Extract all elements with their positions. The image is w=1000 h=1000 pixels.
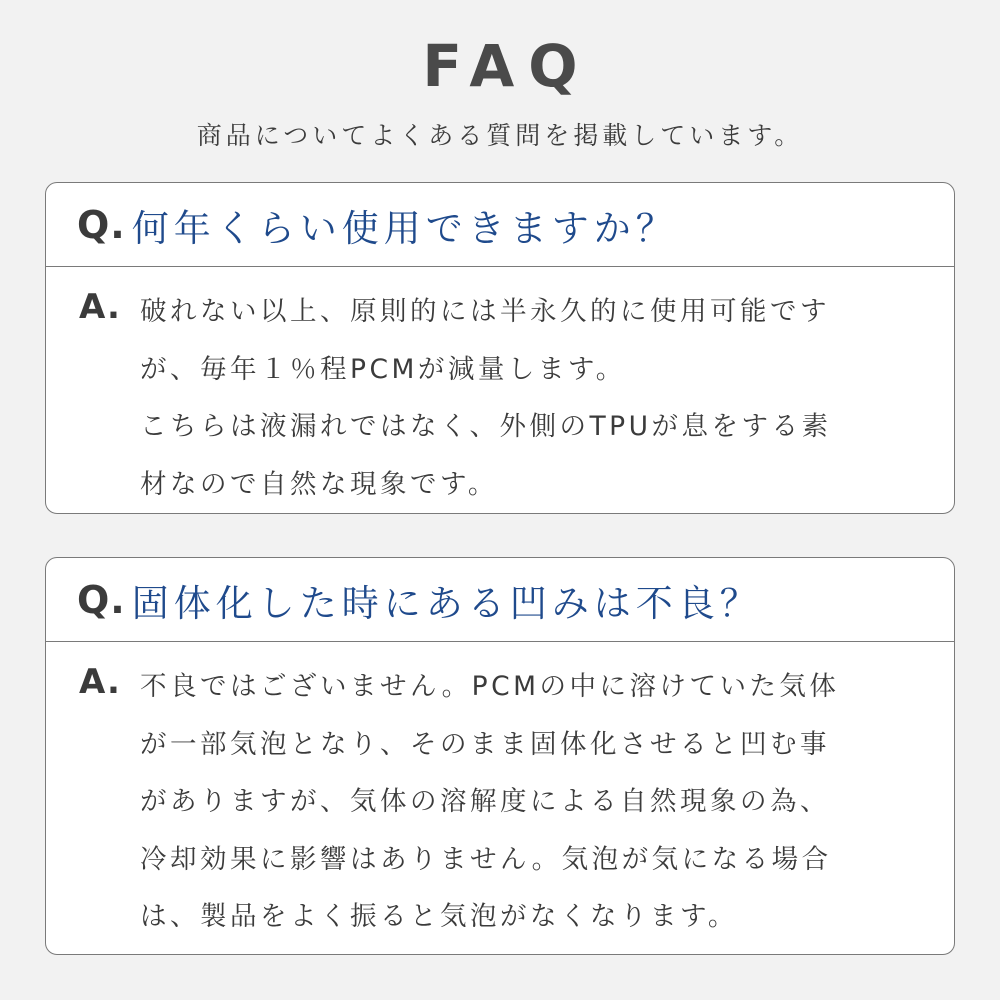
answer-line: 材なので自然な現象です。	[140, 468, 498, 500]
page-subtitle: 商品についてよくある質問を掲載しています。	[196, 121, 804, 150]
page-title: FAQ	[422, 32, 592, 100]
faq-card	[45, 182, 955, 514]
question-mark: Q.	[77, 202, 126, 247]
question-row	[46, 183, 954, 267]
answer-line: 破れない以上、原則的には半永久的に使用可能です	[140, 296, 830, 327]
answer-line: は、製品をよく振ると気泡がなくなります。	[140, 901, 738, 932]
answer-block	[46, 267, 954, 513]
question-mark: Q.	[77, 577, 126, 622]
question-row	[46, 558, 954, 642]
answer-mark: A.	[79, 287, 121, 327]
answer-line: が一部気泡となり、そのまま固体化させると凹む事	[140, 728, 830, 760]
answer-mark: A.	[79, 662, 121, 702]
answer-line: こちらは液漏れではなく、外側のTPUが息をする素	[140, 411, 832, 442]
answer-line: 冷却効果に影響はありません。気泡が気になる場合	[140, 843, 832, 875]
answer-line: 不良ではございません。PCMの中に溶けていた気体	[140, 671, 840, 702]
answer-block	[46, 642, 954, 946]
question-text: 固体化した時にある凹みは不良？	[131, 581, 762, 625]
answer-line: がありますが、気体の溶解度による自然現象の為、	[140, 786, 830, 817]
faq-card	[45, 557, 955, 955]
question-text: 何年くらい使用できますか？	[131, 206, 678, 250]
answer-line: が、毎年１％程PCMが減量します。	[140, 353, 626, 385]
